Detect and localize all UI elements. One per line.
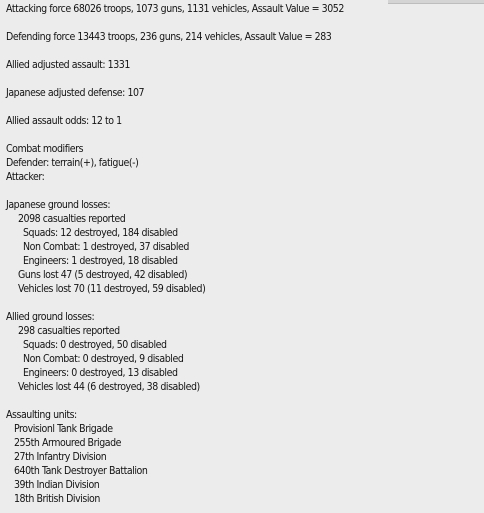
japanese-losses-heading: Japanese ground losses: [6, 199, 111, 211]
japanese-non-combat: Non Combat: 1 destroyed, 37 disabled [23, 241, 189, 253]
allied-squads: Squads: 0 destroyed, 50 disabled [23, 339, 167, 351]
allied-casualties: 298 casualties reported [18, 325, 120, 337]
allied-engineers: Engineers: 0 destroyed, 13 disabled [23, 367, 178, 379]
attacking-force-line: Attacking force 68026 troops, 1073 guns, 1131 vehicles, Assault Value = 3052 [6, 3, 344, 15]
spacer [6, 16, 484, 30]
combat-modifiers-heading: Combat modifiers [6, 143, 84, 155]
spacer [6, 394, 484, 408]
spacer [6, 296, 484, 310]
japanese-guns-lost: Guns lost 47 (5 destroyed, 42 disabled) [18, 269, 188, 281]
allied-losses-heading: Allied ground losses: [6, 311, 95, 323]
assaulting-units-heading: Assaulting units: [6, 409, 77, 421]
spacer [6, 100, 484, 114]
assaulting-unit: 255th Armoured Brigade [14, 437, 121, 449]
allied-adjusted-assault: Allied adjusted assault: 1331 [6, 59, 130, 71]
assaulting-unit: 18th British Division [14, 493, 100, 505]
assaulting-unit: Provisionl Tank Brigade [14, 423, 113, 435]
spacer [6, 44, 484, 58]
assaulting-unit: 39th Indian Division [14, 479, 100, 491]
defending-force-line: Defending force 13443 troops, 236 guns, 214 vehicles, Assault Value = 283 [6, 31, 332, 43]
allied-assault-odds: Allied assault odds: 12 to 1 [6, 115, 122, 127]
spacer [6, 128, 484, 142]
allied-vehicles-lost: Vehicles lost 44 (6 destroyed, 38 disabled) [18, 381, 200, 393]
defender-modifiers: Defender: terrain(+), fatigue(-) [6, 157, 139, 169]
japanese-vehicles-lost: Vehicles lost 70 (11 destroyed, 59 disabled) [18, 283, 206, 295]
spacer [6, 184, 484, 198]
assaulting-unit: 640th Tank Destroyer Battalion [14, 465, 148, 477]
japanese-engineers: Engineers: 1 destroyed, 18 disabled [23, 255, 178, 267]
combat-report [6, 2, 484, 506]
japanese-adjusted-defense: Japanese adjusted defense: 107 [6, 87, 145, 99]
spacer [6, 72, 484, 86]
allied-non-combat: Non Combat: 0 destroyed, 9 disabled [23, 353, 184, 365]
assaulting-unit: 27th Infantry Division [14, 451, 107, 463]
attacker-modifiers: Attacker: [6, 171, 45, 183]
japanese-squads: Squads: 12 destroyed, 184 disabled [23, 227, 178, 239]
japanese-casualties: 2098 casualties reported [18, 213, 126, 225]
